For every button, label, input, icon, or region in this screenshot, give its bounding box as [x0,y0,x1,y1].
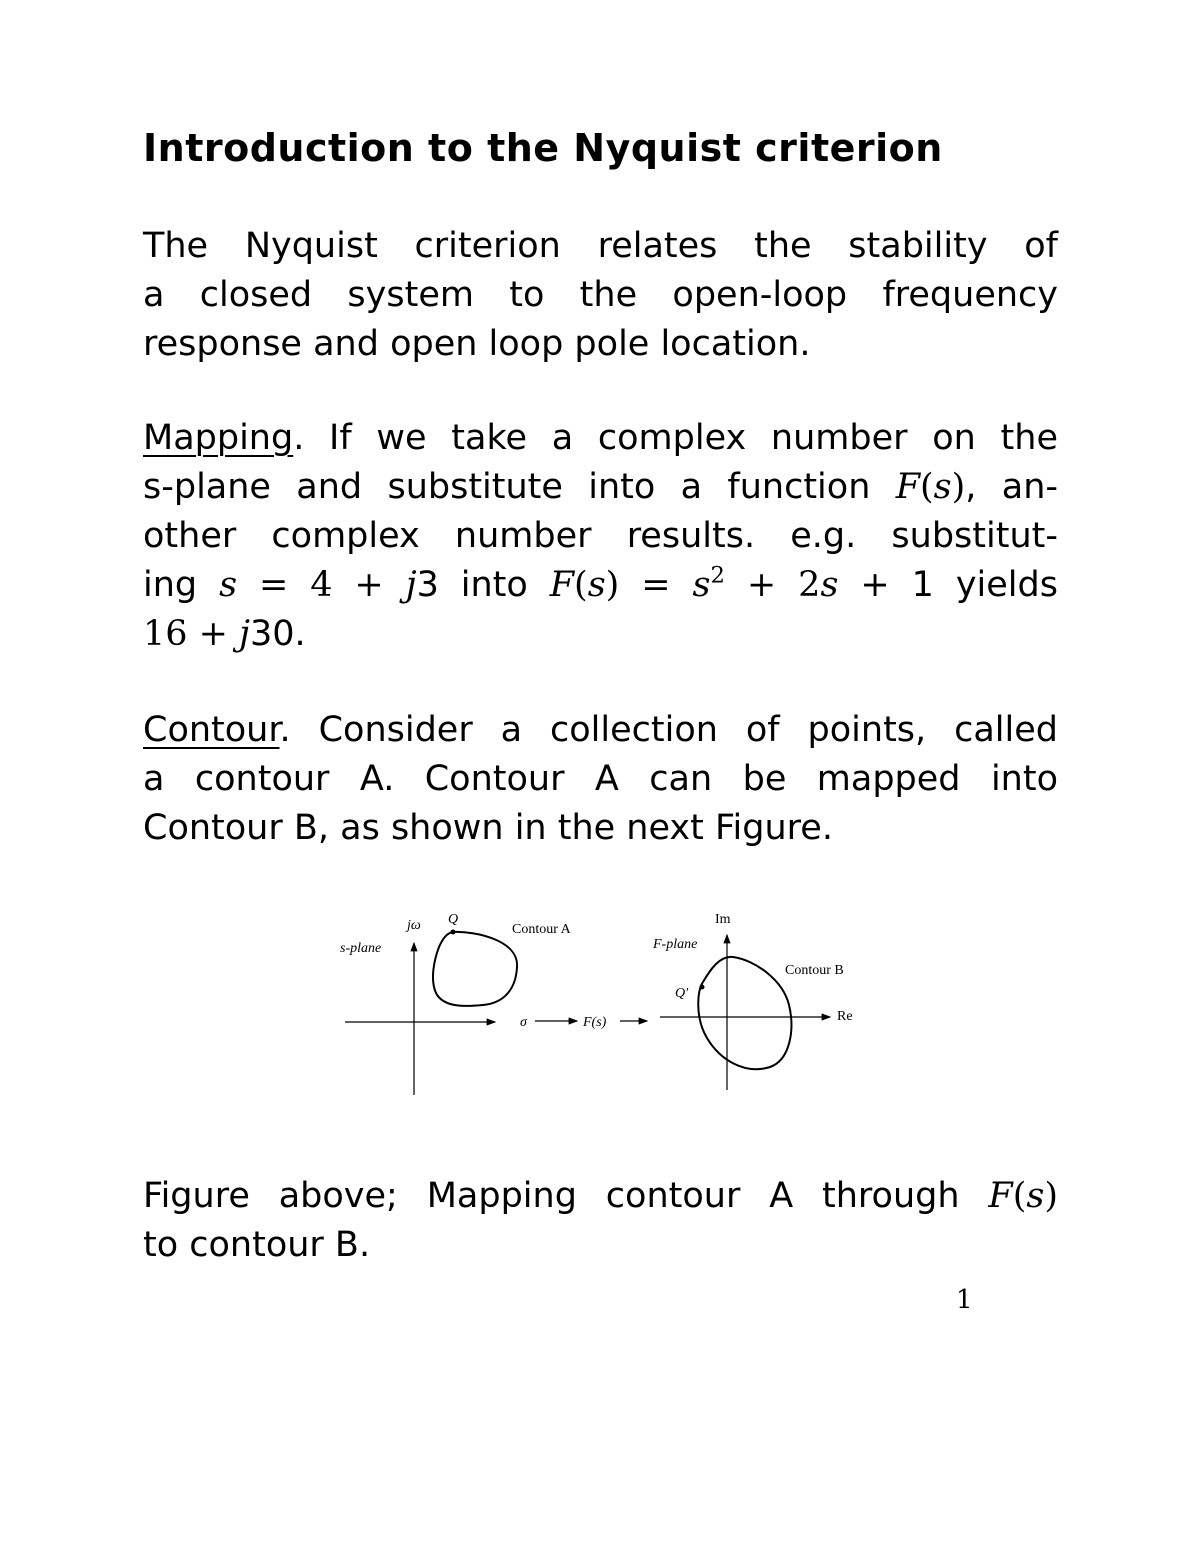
caption-line-2: to contour B. [143,1225,371,1265]
mapping-line-2-text: s-plane and substitute into a function [143,467,896,507]
mapping-diagram [335,905,875,1100]
contour-b-curve [698,957,791,1069]
math-s: s [933,467,952,507]
math-16: 16 + [143,614,240,654]
mapping-line-4-c: 3 into [416,565,550,605]
point-q [451,930,456,935]
sigma-label: σ [520,1015,527,1030]
contour-line-2: a contour A. Contour A can be mapped into [143,759,1058,799]
jw-label: jω [407,918,421,933]
math-s: s [219,565,238,605]
mapping-line-5 [143,610,1058,659]
caption-line-1-text: Figure above; Mapping contour A through [143,1176,989,1216]
math-s: s [1026,1176,1045,1216]
contour-heading: Contour [143,710,280,750]
math-s: s [820,565,839,605]
im-label: Im [715,912,731,927]
mapping-line-4: ing s = 4 + j3 into $F(s) = s^2 + 2s + 1$ yields [143,562,1058,605]
math-30: 30. [249,614,306,654]
math-j: j [239,614,250,654]
f-plane-label: F-plane [653,937,698,952]
mapping-line-2: s-plane and substitute into a function F(s), an- [143,467,1059,507]
point-q-prime [700,985,705,990]
figure-caption [143,1172,1058,1270]
math-j: j [405,565,417,605]
page-title: Introduction to the Nyquist criterion [143,126,943,170]
math-s: s [587,565,606,605]
math-eq-1: = 4 + [237,565,406,605]
contour-paragraph [143,706,1058,853]
mapping-line-3: other complex number results. e.g. substitut- [143,516,1058,556]
contour-a-curve [433,932,517,1006]
math-F: F [988,1176,1013,1216]
contour-line-1-text: . Consider a collection of points, called [279,710,1058,750]
mapping-line-2-end: , an- [965,467,1059,507]
contour-a-label: Contour A [512,922,571,937]
mapping-line-1-text: . If we take a complex number on the [293,418,1058,458]
caption-line-1: Figure above; Mapping contour A through F(s) [143,1176,1058,1216]
fs-label: F(s) [583,1015,607,1030]
mapping-line-4-a: ing [143,565,220,605]
intro-paragraph [143,222,1058,369]
mapping-line-1 [143,414,1058,463]
q-prime-label: Q′ [675,986,689,1001]
re-label: Re [837,1009,853,1024]
math-exponent: 2 [710,562,725,589]
mapping-line-4-f: + 1 yields [838,565,1058,605]
page-number: 1 [956,1285,973,1315]
s-plane-label: s-plane [340,941,382,956]
math-s: s [692,565,711,605]
math-plus-2: + 2 [724,565,821,605]
mapping-heading: Mapping [143,418,294,458]
math-eq-2: = [619,565,693,605]
mapping-figure [335,905,875,1100]
intro-line-1: The Nyquist criterion relates the stability of [143,226,1058,266]
intro-line-2: a closed system to the open-loop frequency [143,275,1058,315]
math-F: F [895,467,921,507]
contour-line-1 [143,706,1058,755]
q-label: Q [448,912,459,927]
intro-line-3: response and open loop pole location. [143,324,811,364]
mapping-paragraph [143,414,1058,659]
math-F: F [549,565,575,605]
contour-b-label: Contour B [785,963,844,978]
contour-line-3: Contour B, as shown in the next Figure. [143,808,833,848]
